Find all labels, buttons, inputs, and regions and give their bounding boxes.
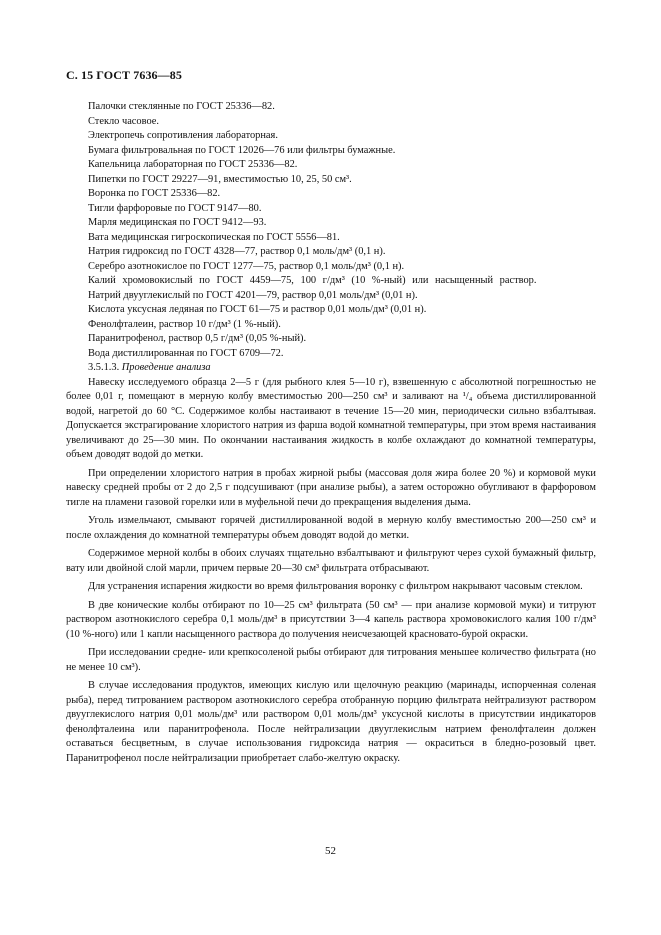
list-item: Фенолфталеин, раствор 10 г/дм³ (1 %-ный). xyxy=(88,318,281,330)
list-item-potassium: Калий хромовокислый по ГОСТ 4459—75, 100 г/дм³ (10 %-ный) или насыщенный раствор. xyxy=(88,275,537,286)
list-item: Марля медицинская по ГОСТ 9412—93. xyxy=(88,217,267,228)
list-item: Палочки стеклянные по ГОСТ 25336—82. xyxy=(88,101,275,112)
list-item: Капельница лабораторная по ГОСТ 25336—82. xyxy=(88,159,298,170)
paragraph: При исследовании средне- или крепкосоленой рыбы отбирают для титрования меньшее количество фильтрата (но не менее 10 см³). xyxy=(66,647,596,673)
list-item: Воронка по ГОСТ 25336—82. xyxy=(88,188,221,199)
list-item: Вата медицинская гигроскопическая по ГОСТ 5556—81. xyxy=(88,231,340,243)
list-item: Тигли фарфоровые по ГОСТ 9147—80. xyxy=(88,202,262,214)
paragraph: Уголь измельчают, смывают горячей дистиллированной водой в мерную колбу вместимостью 200—250 см³ и после охлаждения до комнатной температуры объем доводят водой до метки. xyxy=(66,515,596,541)
list-item: Кислота уксусная ледяная по ГОСТ 61—75 и раствор 0,01 моль/дм³ (0,01 н). xyxy=(88,304,427,315)
section-heading xyxy=(88,361,596,376)
document-body xyxy=(66,100,596,766)
list-item: Натрий двууглекислый по ГОСТ 4201—79, раствор 0,01 моль/дм³ (0,01 н). xyxy=(88,289,418,301)
list-item: Пипетки по ГОСТ 29227—91, вместимостью 10, 25, 50 см³. xyxy=(88,173,352,185)
page-header: С. 15 ГОСТ 7636—85 xyxy=(66,68,182,82)
paragraph: В две конические колбы отбирают по 10—25 см³ фильтрата (50 см³ — при анализе кормовой муки) и титруют раствором азотнокислого серебра 0,1 моль/дм³ в присутствии 3—4 капель раствора хромовокислого калия 100 г/дм³ (10 %-ного) или 1 капли насыщенного раствора до получения неисчезающей красновато-бурой окраски. xyxy=(66,599,596,640)
list-item: Натрия гидроксид по ГОСТ 4328—77, раствор 0,1 моль/дм³ (0,1 н). xyxy=(88,246,386,257)
paragraph: В случае исследования продуктов, имеющих кислую или щелочную реакцию (маринады, испорченная соленая рыба), перед титрованием раствором азотнокислого серебра отобранную порцию фильтрата нейтрализуют раствором двууглекислого натрия 0,01 моль/дм³ или раствором 0,01 моль/дм³ уксусной кислоты в присутствии индикаторов фенолфталеина или паранитрофенола. После нейтрализации двууглекислым натрием фенолфталеин должен оставаться бесцветным, в случае использования гидроксида натрия — окраситься в бледно-розовый цвет. Паранитрофенол после нейтрализации приобретает слабо-желтую окраску. xyxy=(66,680,596,764)
paragraph: Навеску исследуемого образца 2—5 г (для рыбного клея 5—10 г), взвешенную с абсолютной погрешностью не более 0,01 г, помещают в мерную колбу вместимостью 200—250 см³ и заливают на ¹/₄ объема дистиллированной водой, нагретой до 60 °С. Содержимое колбы настаивают в течение 15—20 мин, периодически сильно взбалтывая. Допускается экстрагирование хлористого натрия из фарша водой комнатной температуры, при этом время настаивания увеличивают до 25—30 мин. По окончании настаивания жидкость в колбе охлаждают до комнатной температуры, объем доводят водой до метки. xyxy=(66,376,596,460)
page-number: 52 xyxy=(325,845,336,857)
list-item: Паранитрофенол, раствор 0,5 г/дм³ (0,05 %-ный). xyxy=(88,333,307,344)
list-item: Бумага фильтровальная по ГОСТ 12026—76 или фильтры бумажные. xyxy=(88,144,396,156)
list-item: Вода дистиллированная по ГОСТ 6709—72. xyxy=(88,347,284,359)
paragraph: При определении хлористого натрия в пробах жирной рыбы (массовая доля жира более 20 %) и кормовой муки навеску средней пробы от 2 до 2,5 г подсушивают (при анализе рыбы), а затем осторожно обугливают в фарфоровом тигле на пламени газовой горелки или в муфельной печи до прекращения выделения дыма. xyxy=(66,467,596,508)
paragraph: Содержимое мерной колбы в обоих случаях тщательно взбалтывают и фильтруют через сухой бумажный фильтр, вату или двойной слой марли, причем первые 20—30 см³ фильтрата отбрасывают. xyxy=(66,548,596,574)
list-item: Электропечь сопротивления лабораторная. xyxy=(88,130,278,141)
list-item: Стекло часовое. xyxy=(88,115,159,127)
section-number: 3.5.1.3. xyxy=(88,362,120,373)
paragraph: Для устранения испарения жидкости во время фильтрования воронку с фильтром накрывают часовым стеклом. xyxy=(88,581,583,592)
list-item: Серебро азотнокислое по ГОСТ 1277—75, раствор 0,1 моль/дм³ (0,1 н). xyxy=(88,260,405,272)
section-title: Проведение анализа xyxy=(121,362,211,373)
